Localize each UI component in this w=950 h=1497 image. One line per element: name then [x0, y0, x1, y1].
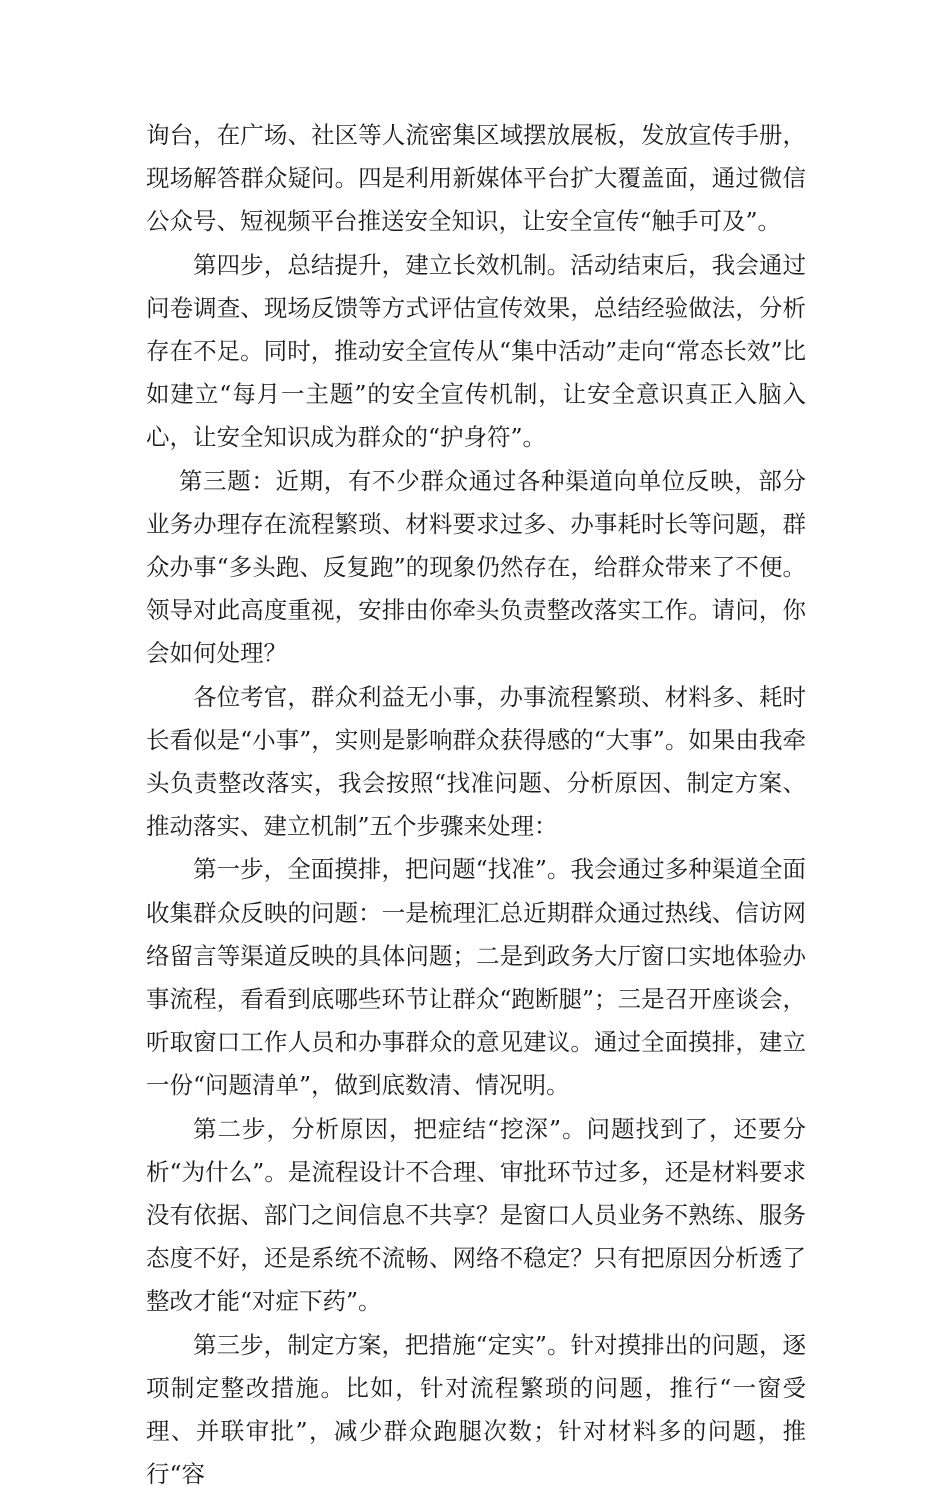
paragraph: 第三步，制定方案，把措施“定实”。针对摸排出的问题，逐项制定整改措施。比如，针对流程繁琐的问题，推行“一窗受理、并联审批”，减少群众跑腿次数；针对材料多的问题，推行“容 [146, 1330, 806, 1489]
paragraph: 询台，在广场、社区等人流密集区域摆放展板，发放宣传手册，现场解答群众疑问。四是利用新媒体平台扩大覆盖面，通过微信公众号、短视频平台推送安全知识，让安全宣传“触手可及”。 [146, 121, 806, 236]
paragraph: 第二步，分析原因，把症结“挖深”。问题找到了，还要分析“为什么”。是流程设计不合理、审批环节过多，还是材料要求没有依据、部门之间信息不共享？是窗口人员业务不熟练、服务态度不好，还是系统不流畅、网络不稳定？只有把原因分析透了整改才能“对症下药”。 [146, 1114, 806, 1316]
question-paragraph: 第三题：近期，有不少群众通过各种渠道向单位反映，部分业务办理存在流程繁琐、材料要求过多、办事耗时长等问题，群众办事“多头跑、反复跑”的现象仍然存在，给群众带来了不便。领导对此高度重视，安排由你牵头负责整改落实工作。请问，你会如何处理？ [146, 466, 806, 668]
paragraph: 第四步，总结提升，建立长效机制。活动结束后，我会通过问卷调查、现场反馈等方式评估宣传效果，总结经验做法，分析存在不足。同时，推动安全宣传从“集中活动”走向“常态长效”比如建立“每月一主题”的安全宣传机制，让安全意识真正入脑入心，让安全知识成为群众的“护身符”。 [146, 250, 806, 452]
paragraph: 各位考官，群众利益无小事，办事流程繁琐、材料多、耗时长看似是“小事”，实则是影响群众获得感的“大事”。如果由我牵头负责整改落实，我会按照“找准问题、分析原因、制定方案、推动落实、建立机制”五个步骤来处理： [146, 682, 806, 841]
paragraph: 第一步，全面摸排，把问题“找准”。我会通过多种渠道全面收集群众反映的问题：一是梳理汇总近期群众通过热线、信访网络留言等渠道反映的具体问题；二是到政务大厅窗口实地体验办事流程，看看到底哪些环节让群众“跑断腿”；三是召开座谈会，听取窗口工作人员和办事群众的意见建议。通过全面摸排，建立一份“问题清单”，做到底数清、情况明。 [146, 855, 806, 1100]
document-body [146, 114, 806, 1497]
